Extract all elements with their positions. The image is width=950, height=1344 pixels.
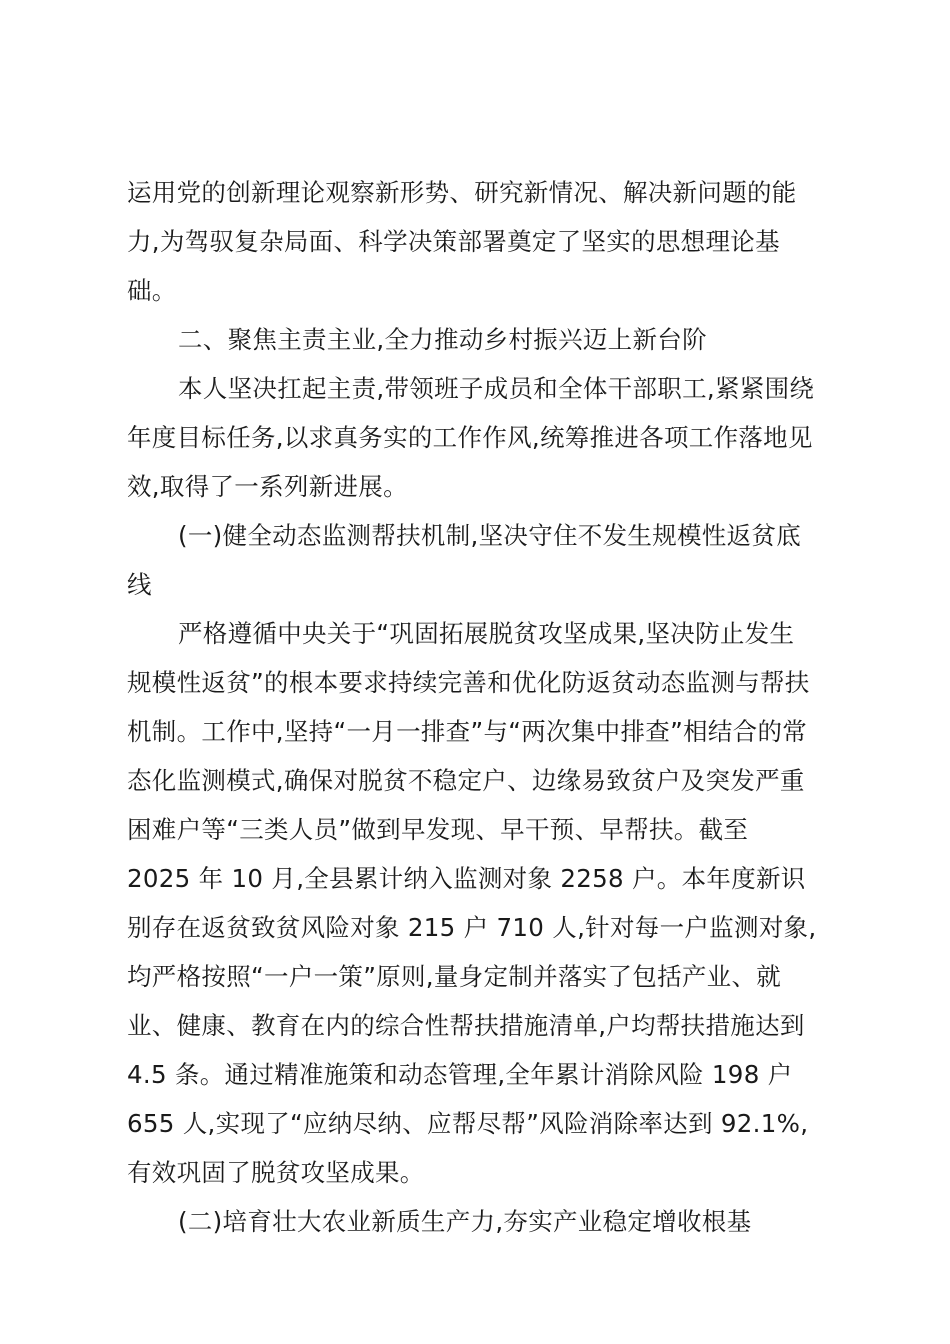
paragraph-3-line-5: 困难户等“三类人员”做到早发现、早干预、早帮扶。截至 <box>127 815 749 844</box>
paragraph-3-line-8: 均严格按照“一户一策”原则,量身定制并落实了包括产业、就 <box>127 962 782 991</box>
paragraph-2-line-1: 本人坚决扛起主责,带领班子成员和全体干部职工,紧紧围绕 <box>178 374 815 403</box>
section-heading-2: 二、聚焦主责主业,全力推动乡村振兴迈上新台阶 <box>178 325 707 354</box>
paragraph-3-line-6: 2025 年 10 月,全县累计纳入监测对象 2258 户。本年度新识 <box>127 864 806 893</box>
subsection-heading-1-line-1: (一)健全动态监测帮扶机制,坚决守住不发生规模性返贫底 <box>178 521 802 550</box>
paragraph-1-line-2: 力,为驾驭复杂局面、科学决策部署奠定了坚实的思想理论基 <box>127 227 780 256</box>
subsection-heading-2: (二)培育壮大农业新质生产力,夯实产业稳定增收根基 <box>178 1207 752 1236</box>
paragraph-3-line-10: 4.5 条。通过精准施策和动态管理,全年累计消除风险 198 户 <box>127 1060 793 1089</box>
paragraph-1-line-1: 运用党的创新理论观察新形势、研究新情况、解决新问题的能 <box>127 178 797 207</box>
paragraph-3-line-9: 业、健康、教育在内的综合性帮扶措施清单,户均帮扶措施达到 <box>127 1011 805 1040</box>
paragraph-1-line-3: 础。 <box>127 276 177 305</box>
subsection-heading-1-line-2: 线 <box>127 570 152 599</box>
paragraph-3-line-3: 机制。工作中,坚持“一月一排查”与“两次集中排查”相结合的常 <box>127 717 808 746</box>
paragraph-3-line-12: 有效巩固了脱贫攻坚成果。 <box>127 1158 425 1187</box>
paragraph-2-line-2: 年度目标任务,以求真务实的工作作风,统筹推进各项工作落地见 <box>127 423 813 452</box>
paragraph-3-line-7: 别存在返贫致贫风险对象 215 户 710 人,针对每一户监测对象, <box>127 913 817 942</box>
paragraph-3-line-2: 规模性返贫”的根本要求持续完善和优化防返贫动态监测与帮扶 <box>127 668 810 697</box>
paragraph-3-line-11: 655 人,实现了“应纳尽纳、应帮尽帮”风险消除率达到 92.1%, <box>127 1109 809 1138</box>
paragraph-3-line-4: 态化监测模式,确保对脱贫不稳定户、边缘易致贫户及突发严重 <box>127 766 805 795</box>
paragraph-2-line-3: 效,取得了一系列新进展。 <box>127 472 408 501</box>
paragraph-3-line-1: 严格遵循中央关于“巩固拓展脱贫攻坚成果,坚决防止发生 <box>178 619 795 648</box>
